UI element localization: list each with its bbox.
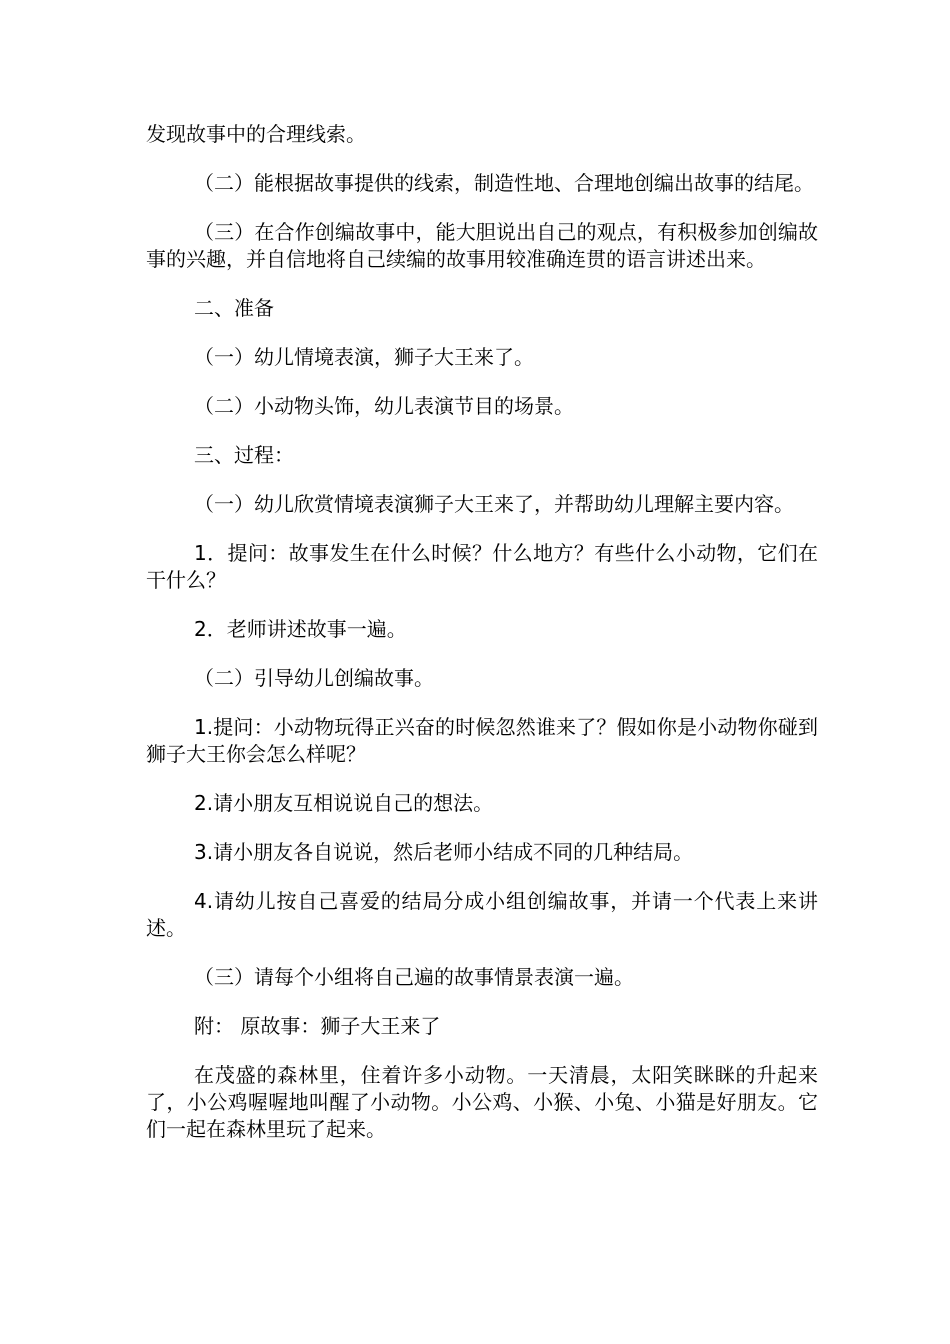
section-heading: 三、过程：: [194, 443, 294, 467]
paragraph: 1．提问：故事发生在什么时候？什么地方？有些什么小动物，它们在干什么？: [146, 541, 818, 592]
paragraph: 2．老师讲述故事一遍。: [194, 617, 407, 641]
section-heading: 二、准备: [194, 296, 274, 320]
document-body: [146, 121, 818, 1165]
paragraph: 3.请小朋友各自说说，然后老师小结成不同的几种结局。: [194, 840, 694, 864]
paragraph: 1.提问：小动物玩得正兴奋的时候忽然谁来了？假如你是小动物你碰到狮子大王你会怎么样呢？: [146, 715, 818, 766]
paragraph: （二）小动物头饰，幼儿表演节目的场景。: [194, 394, 574, 418]
paragraph: 2.请小朋友互相说说自己的想法。: [194, 791, 494, 815]
paragraph: （一）幼儿欣赏情境表演狮子大王来了，并帮助幼儿理解主要内容。: [194, 492, 794, 516]
paragraph: （二）能根据故事提供的线索，制造性地、合理地创编出故事的结尾。: [194, 171, 814, 195]
paragraph: （三）在合作创编故事中，能大胆说出自己的观点，有积极参加创编故事的兴趣，并自信地将自己续编的故事用较准确连贯的语言讲述出来。: [146, 220, 818, 271]
paragraph: 发现故事中的合理线索。: [146, 122, 366, 146]
paragraph: （一）幼儿情境表演，狮子大王来了。: [194, 345, 534, 369]
paragraph: （三）请每个小组将自己遍的故事情景表演一遍。: [194, 965, 634, 989]
story-paragraph: 在茂盛的森林里，住着许多小动物。一天清晨，太阳笑眯眯的升起来了，小公鸡喔喔地叫醒了小动物。小公鸡、小猴、小兔、小猫是好朋友。它们一起在森林里玩了起来。: [146, 1063, 818, 1141]
paragraph: 4.请幼儿按自己喜爱的结局分成小组创编故事，并请一个代表上来讲述。: [146, 889, 818, 940]
paragraph: （二）引导幼儿创编故事。: [194, 666, 434, 690]
appendix-heading: 附： 原故事：狮子大王来了: [194, 1014, 441, 1038]
